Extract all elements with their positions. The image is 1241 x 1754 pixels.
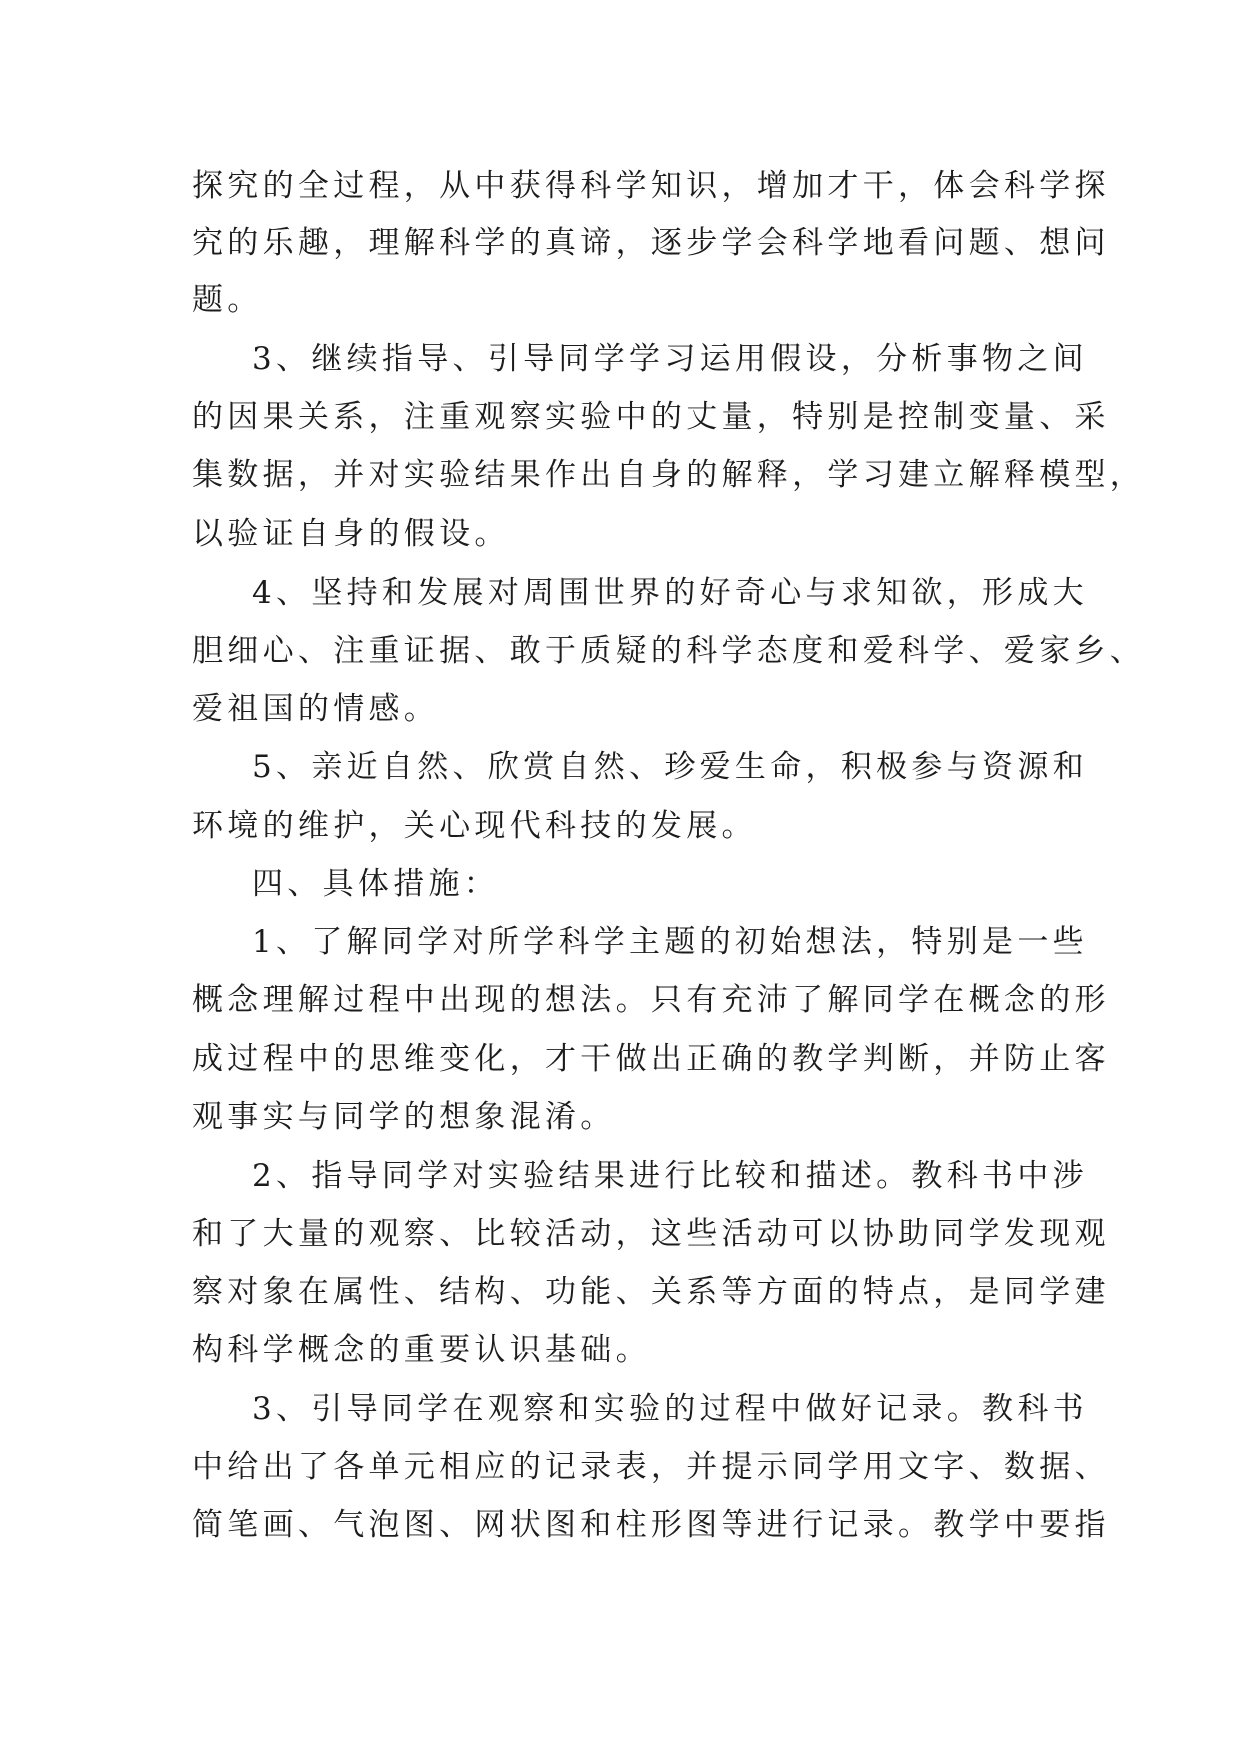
text-line: 构科学概念的重要认识基础。: [192, 1332, 651, 1368]
text-line: 题。: [192, 282, 263, 318]
list-item-2: 2、指导同学对实验结果进行比较和描述。教科书中涉: [252, 1158, 1088, 1194]
text-line: 究的乐趣，理解科学的真谛，逐步学会科学地看问题、想问: [192, 225, 1110, 261]
text-line: 简笔画、气泡图、网状图和柱形图等进行记录。教学中要指: [192, 1507, 1110, 1543]
list-item-4: 4、坚持和发展对周围世界的好奇心与求知欲，形成大: [252, 575, 1088, 611]
text-line: 以验证自身的假设。: [192, 516, 510, 552]
list-item-3: 3、继续指导、引导同学学习运用假设，分析事物之间: [252, 341, 1088, 377]
list-item-1: 1、了解同学对所学科学主题的初始想法，特别是一些: [252, 924, 1088, 960]
text-line: 探究的全过程，从中获得科学知识，增加才干，体会科学探: [192, 168, 1110, 204]
list-item-5: 5、亲近自然、欣赏自然、珍爱生命，积极参与资源和: [252, 749, 1088, 785]
section-heading: 四、具体措施：: [252, 866, 500, 902]
text-line: 成过程中的思维变化，才干做出正确的教学判断，并防止客: [192, 1041, 1110, 1077]
text-line: 和了大量的观察、比较活动，这些活动可以协助同学发现观: [192, 1216, 1110, 1252]
text-line: 中给出了各单元相应的记录表，并提示同学用文字、数据、: [192, 1449, 1110, 1485]
text-line: 察对象在属性、结构、功能、关系等方面的特点，是同学建: [192, 1274, 1110, 1310]
text-line: 胆细心、注重证据、敢于质疑的科学态度和爱科学、爱家乡、: [192, 633, 1146, 669]
text-line: 的因果关系，注重观察实验中的丈量，特别是控制变量、采: [192, 399, 1110, 435]
text-line: 爱祖国的情感。: [192, 691, 440, 727]
text-line: 概念理解过程中出现的想法。只有充沛了解同学在概念的形: [192, 982, 1110, 1018]
text-line: 观事实与同学的想象混淆。: [192, 1099, 616, 1135]
list-item-3b: 3、引导同学在观察和实验的过程中做好记录。教科书: [252, 1391, 1088, 1427]
text-line: 集数据，并对实验结果作出自身的解释，学习建立解释模型，: [192, 457, 1146, 493]
text-line: 环境的维护，关心现代科技的发展。: [192, 808, 757, 844]
